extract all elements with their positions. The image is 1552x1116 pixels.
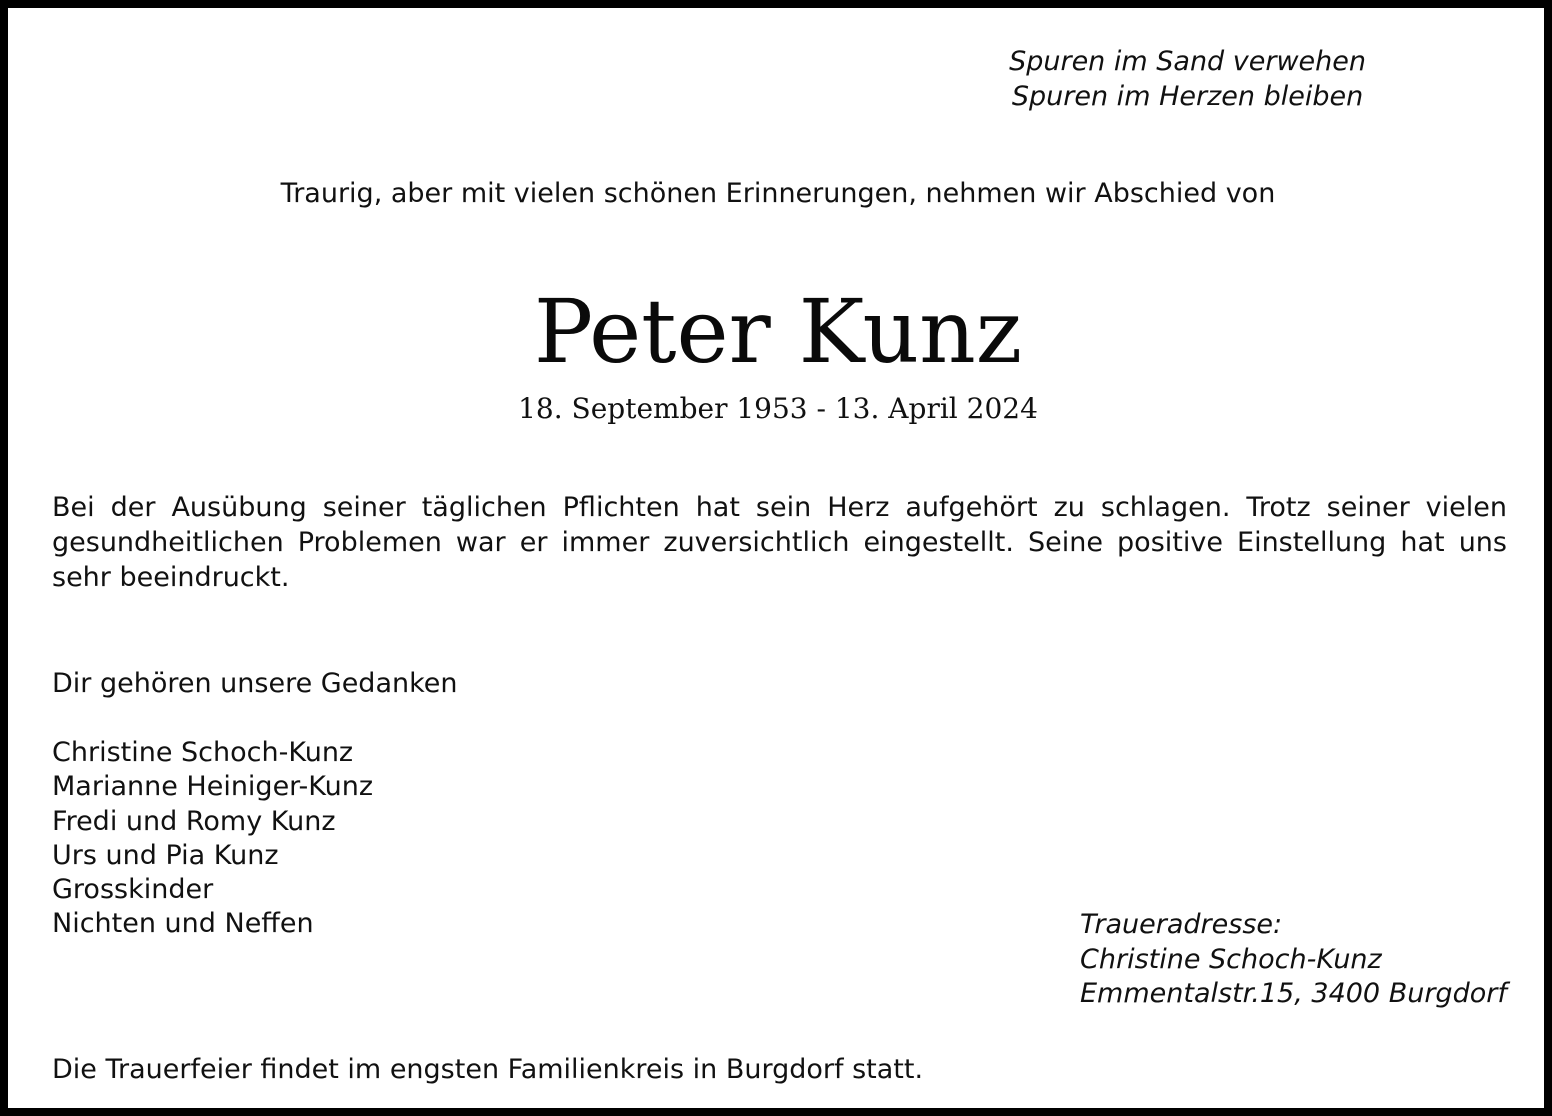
intro-text: Traurig, aber mit vielen schönen Erinnerungen, nehmen wir Abschied von	[280, 178, 1276, 209]
mourner-item: Marianne Heiniger-Kunz	[52, 771, 374, 803]
mourner-item: Nichten und Neffen	[52, 908, 314, 940]
life-dates: 18. September 1953 - 13. April 2024	[518, 392, 1038, 425]
body-paragraph: Bei der Ausübung seiner täglichen Pflichten hat sein Herz aufgehört zu schlagen. Trotz seiner vielen gesundheitlichen Problemen war er immer zuversichtlich eingestellt. Seine positive Einstellung hat uns sehr beeindruckt.	[52, 492, 1507, 593]
mourner-item: Urs und Pia Kunz	[52, 839, 279, 871]
motto	[1009, 44, 1366, 114]
mourning-address	[1080, 908, 1507, 1012]
address-label: Traueradresse:	[1080, 909, 1283, 940]
mourner-item: Grosskinder	[52, 874, 214, 906]
deceased-name: Peter Kunz	[533, 280, 1023, 383]
motto-line-2: Spuren im Herzen bleiben	[1011, 81, 1364, 112]
address-street: Emmentalstr.15, 3400 Burgdorf	[1080, 978, 1507, 1009]
thoughts-line: Dir gehören unsere Gedanken	[52, 668, 458, 699]
address-name: Christine Schoch-Kunz	[1080, 943, 1382, 975]
motto-line-1: Spuren im Sand verwehen	[1009, 46, 1366, 77]
mourner-item: Fredi und Romy Kunz	[52, 805, 336, 837]
mourner-item: Christine Schoch-Kunz	[52, 737, 354, 768]
mourners-list	[52, 736, 373, 942]
funeral-note: Die Trauerfeier findet im engsten Familienkreis in Burgdorf statt.	[52, 1054, 924, 1085]
